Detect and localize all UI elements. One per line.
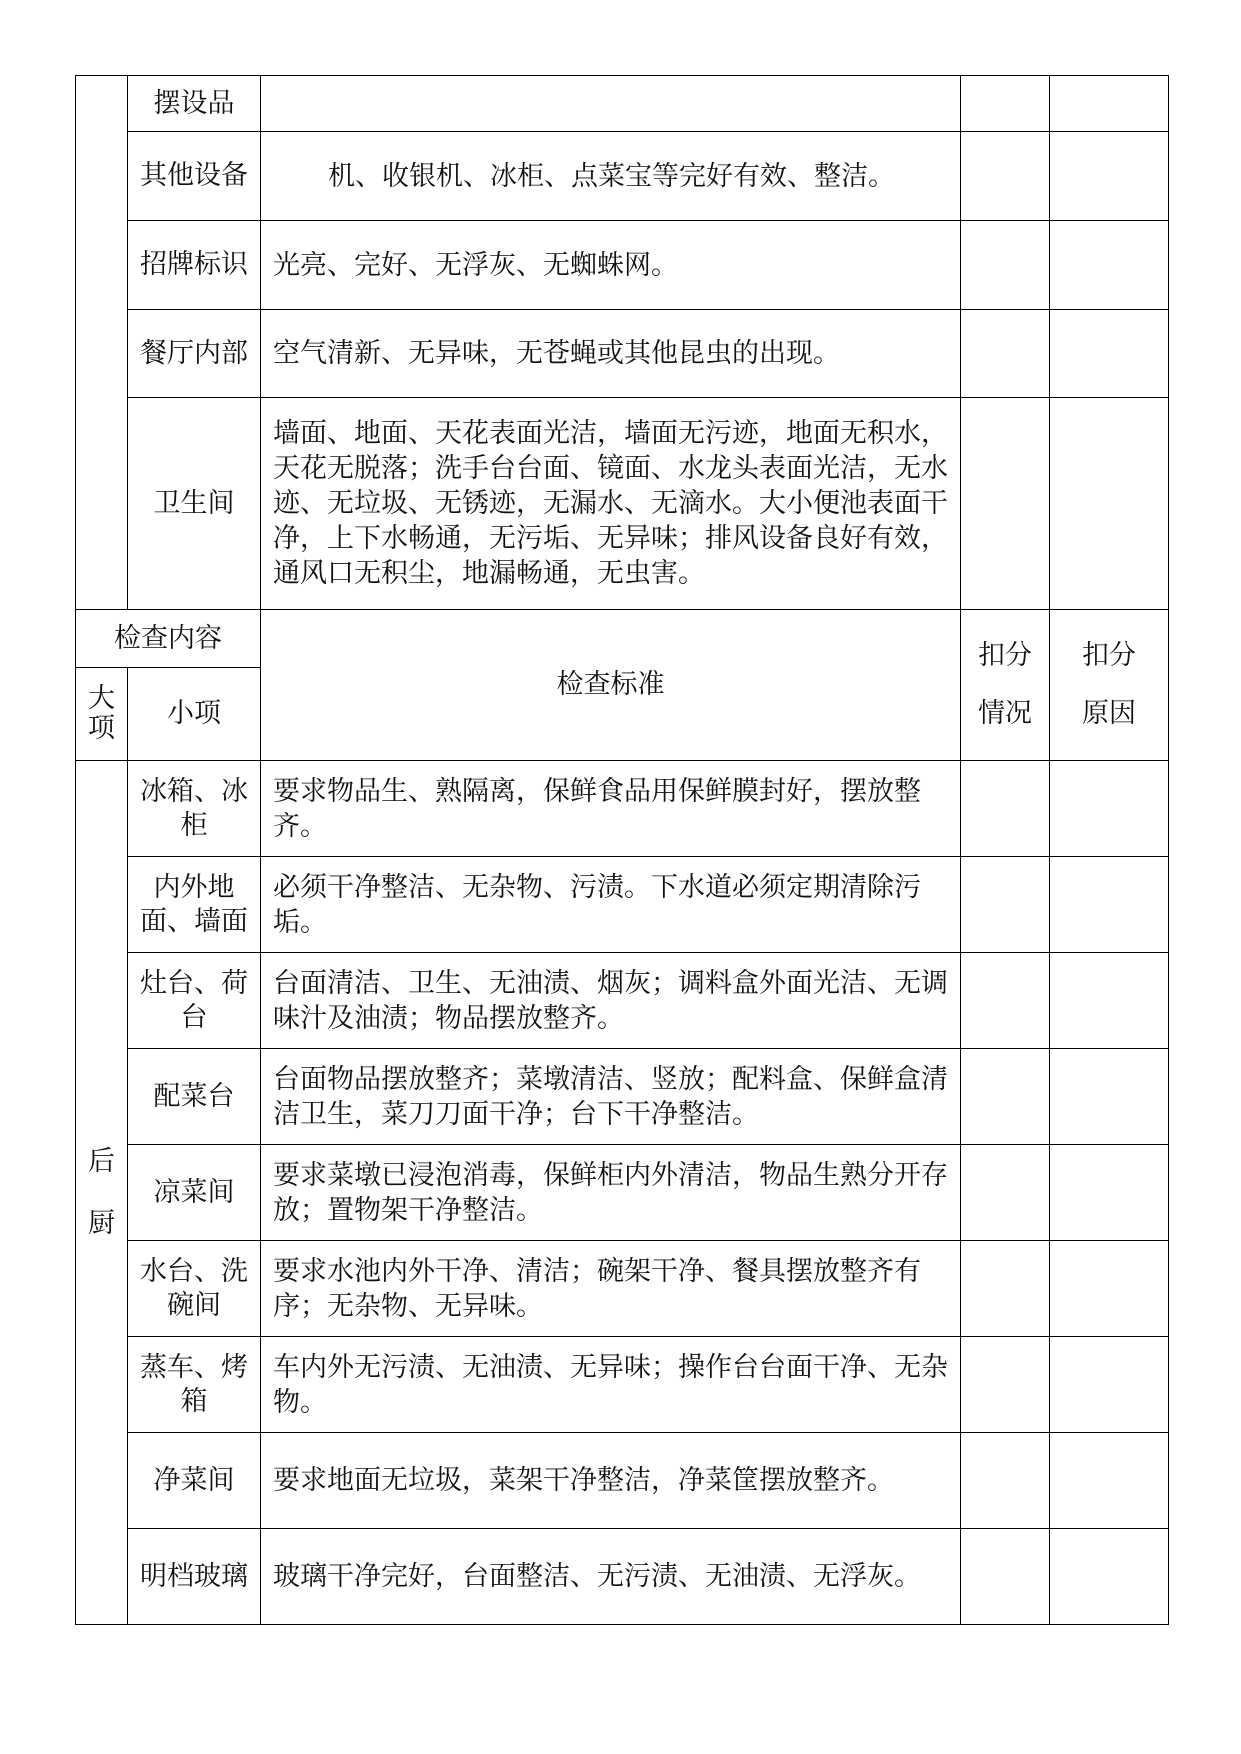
item-cell: 餐厅内部 xyxy=(128,310,261,398)
table-row xyxy=(76,132,1169,221)
deduction-reason-cell[interactable] xyxy=(1050,1529,1169,1625)
table-row xyxy=(76,1529,1169,1625)
major-category-cell: 后厨 xyxy=(76,761,128,1625)
item-cell: 内外地面、墙面 xyxy=(128,857,261,953)
table-row xyxy=(76,76,1169,132)
deduction-reason-cell[interactable] xyxy=(1050,221,1169,310)
table-row xyxy=(76,953,1169,1049)
deduction-status-cell[interactable] xyxy=(961,1049,1050,1145)
deduction-status-cell[interactable] xyxy=(961,1337,1050,1433)
header-minor-cell: 小项 xyxy=(128,668,261,761)
standard-cell: 空气清新、无异味，无苍蝇或其他昆虫的出现。 xyxy=(261,310,961,398)
deduction-reason-cell[interactable] xyxy=(1050,1433,1169,1529)
deduction-reason-cell[interactable] xyxy=(1050,76,1169,132)
table-row xyxy=(76,857,1169,953)
standard-cell: 要求水池内外干净、清洁；碗架干净、餐具摆放整齐有序；无杂物、无异味。 xyxy=(261,1241,961,1337)
item-cell: 配菜台 xyxy=(128,1049,261,1145)
table-row xyxy=(76,1049,1169,1145)
deduction-reason-cell[interactable] xyxy=(1050,132,1169,221)
standard-cell: 墙面、地面、天花表面光洁，墙面无污迹，地面无积水，天花无脱落；洗手台台面、镜面、水龙头表面光洁，无水迹、无垃圾、无锈迹，无漏水、无滴水。大小便池表面干净，上下水畅通，无污垢、无异味；排风设备良好有效，通风口无积尘，地漏畅通，无虫害。 xyxy=(261,398,961,610)
standard-cell: 要求地面无垃圾，菜架干净整洁，净菜筐摆放整齐。 xyxy=(261,1433,961,1529)
table-row xyxy=(76,761,1169,857)
deduction-reason-cell[interactable] xyxy=(1050,1241,1169,1337)
table-row xyxy=(76,221,1169,310)
standard-cell: 要求物品生、熟隔离，保鲜食品用保鲜膜封好，摆放整齐。 xyxy=(261,761,961,857)
deduction-reason-cell[interactable] xyxy=(1050,1145,1169,1241)
table-row xyxy=(76,1337,1169,1433)
standard-cell: 机、收银机、冰柜、点菜宝等完好有效、整洁。 xyxy=(261,132,961,221)
header-major-cell: 大项 xyxy=(76,668,128,761)
deduction-status-cell[interactable] xyxy=(961,1241,1050,1337)
inspection-table xyxy=(75,75,1169,1625)
table-header-row xyxy=(76,610,1169,668)
deduction-status-cell[interactable] xyxy=(961,132,1050,221)
item-cell: 凉菜间 xyxy=(128,1145,261,1241)
item-cell: 卫生间 xyxy=(128,398,261,610)
deduction-reason-cell[interactable] xyxy=(1050,857,1169,953)
item-cell: 蒸车、烤箱 xyxy=(128,1337,261,1433)
standard-cell xyxy=(261,76,961,132)
deduction-status-cell[interactable] xyxy=(961,1433,1050,1529)
table-row xyxy=(76,310,1169,398)
item-cell: 摆设品 xyxy=(128,76,261,132)
standard-cell: 玻璃干净完好，台面整洁、无污渍、无油渍、无浮灰。 xyxy=(261,1529,961,1625)
table-row xyxy=(76,1145,1169,1241)
major-category-cell xyxy=(76,76,128,610)
deduction-status-cell[interactable] xyxy=(961,761,1050,857)
standard-cell: 要求菜墩已浸泡消毒，保鲜柜内外清洁，物品生熟分开存放；置物架干净整洁。 xyxy=(261,1145,961,1241)
header-content-cell: 检查内容 xyxy=(76,610,261,668)
table-row xyxy=(76,1241,1169,1337)
deduction-reason-cell[interactable] xyxy=(1050,953,1169,1049)
item-cell: 水台、洗碗间 xyxy=(128,1241,261,1337)
standard-cell: 台面物品摆放整齐；菜墩清洁、竖放；配料盒、保鲜盒清洁卫生，菜刀刀面干净；台下干净整洁。 xyxy=(261,1049,961,1145)
standard-cell: 光亮、完好、无浮灰、无蜘蛛网。 xyxy=(261,221,961,310)
standard-cell: 台面清洁、卫生、无油渍、烟灰；调料盒外面光洁、无调味汁及油渍；物品摆放整齐。 xyxy=(261,953,961,1049)
item-cell: 明档玻璃 xyxy=(128,1529,261,1625)
item-cell: 招牌标识 xyxy=(128,221,261,310)
deduction-reason-cell[interactable] xyxy=(1050,310,1169,398)
deduction-status-cell[interactable] xyxy=(961,398,1050,610)
header-standard-cell: 检查标准 xyxy=(261,610,961,761)
deduction-reason-cell[interactable] xyxy=(1050,398,1169,610)
item-cell: 其他设备 xyxy=(128,132,261,221)
header-deduction-status-cell: 扣分情况 xyxy=(961,610,1050,761)
deduction-status-cell[interactable] xyxy=(961,310,1050,398)
table-row xyxy=(76,1433,1169,1529)
item-cell: 净菜间 xyxy=(128,1433,261,1529)
deduction-status-cell[interactable] xyxy=(961,857,1050,953)
deduction-status-cell[interactable] xyxy=(961,953,1050,1049)
standard-cell: 必须干净整洁、无杂物、污渍。下水道必须定期清除污垢。 xyxy=(261,857,961,953)
deduction-reason-cell[interactable] xyxy=(1050,1337,1169,1433)
header-deduction-reason-cell: 扣分原因 xyxy=(1050,610,1169,761)
deduction-status-cell[interactable] xyxy=(961,1145,1050,1241)
table-row xyxy=(76,398,1169,610)
deduction-reason-cell[interactable] xyxy=(1050,1049,1169,1145)
standard-cell: 车内外无污渍、无油渍、无异味；操作台台面干净、无杂物。 xyxy=(261,1337,961,1433)
deduction-status-cell[interactable] xyxy=(961,221,1050,310)
deduction-status-cell[interactable] xyxy=(961,76,1050,132)
item-cell: 灶台、荷台 xyxy=(128,953,261,1049)
deduction-status-cell[interactable] xyxy=(961,1529,1050,1625)
deduction-reason-cell[interactable] xyxy=(1050,761,1169,857)
item-cell: 冰箱、冰柜 xyxy=(128,761,261,857)
